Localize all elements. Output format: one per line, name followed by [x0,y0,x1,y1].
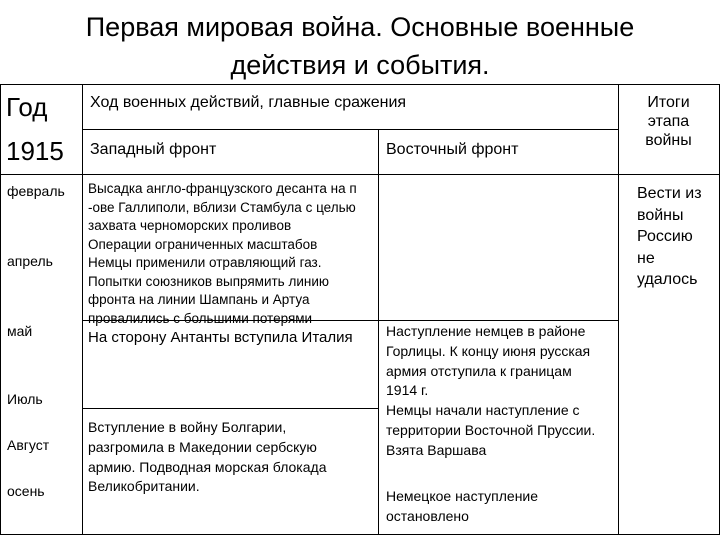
results-line: не [637,249,655,267]
west-event-line: Операции ограниченных масштабов [88,236,318,252]
west-event-line: -ове Галлиполи, вблизи Стамбула с целью [88,199,356,215]
east-front-header: Восточный фронт [386,141,519,158]
table-rule-east-split [378,320,618,321]
west-events-block-2 [88,418,327,497]
results-line: Вести из [637,185,702,202]
west-event-line: Высадка англо-французского десанта на п [88,181,357,196]
east-event-line: 1914 г. [386,382,429,399]
month-label: май [7,323,33,339]
west-event-italy: На сторону Антанты вступила Италия [88,329,353,346]
east-event-line: Немцы начали наступление с [386,402,580,419]
east-events-block-1 [386,322,595,461]
east-event-line: Горлицы. К концу июня русская [386,342,591,359]
west-event-line: фронта на линии Шампань и Артуа [88,292,310,307]
west-event-line: разгромила в Македонии сербскую [88,438,317,455]
title-line-1: Первая мировая война. Основные военные [85,12,635,42]
table-rule-header [0,174,720,175]
table-rule-subheader [82,129,618,130]
title-line-2: действия и события. [230,50,490,80]
results-line: войны [637,206,684,224]
results-header [618,93,719,150]
month-label: Август [7,437,50,453]
east-event-line: территории Восточной Пруссии. [386,421,596,438]
month-label: апрель [7,253,53,269]
table-border-bottom [0,534,720,535]
west-front-header: Западный фронт [90,141,217,158]
table-col-rule-2 [378,129,379,535]
west-event-line: захвата черноморских проливов [88,218,292,233]
east-event-line: Взята Варшава [386,441,487,458]
year-value: 1915 [6,136,64,166]
west-event-line: Попытки союзников выпрямить линию [88,273,329,289]
table-rule-west-autumn [82,408,378,409]
east-event-line: Немецкое наступление [386,488,539,504]
east-event-line: Наступление немцев в районе [386,323,586,339]
month-label: осень [7,483,45,499]
results-text [637,183,702,291]
results-line: удалось [637,271,698,288]
results-header-line: Итоги [647,94,690,111]
results-line: Россию [637,228,693,245]
east-event-line: остановлено [386,507,469,524]
course-header: Ход военных действий, главные сражения [90,94,407,111]
table-col-rule-3 [618,84,619,535]
year-label: Год [6,92,48,122]
results-header-line: войны [645,132,692,149]
west-event-line: Немцы применили отравляющий газ. [88,255,322,270]
table-border-left [0,84,1,535]
table-border-top [0,84,720,85]
west-event-line: провалились с большими потерями [88,310,313,326]
east-events-block-2 [386,487,538,527]
west-event-line: армию. Подводная морская блокада [88,458,327,475]
east-event-line: армия отступила к границам [386,362,572,379]
west-event-line: Великобритании. [88,478,200,495]
west-event-line: Вступление в войну Болгарии, [88,419,287,435]
results-header-line: этапа [647,113,690,130]
month-label: февраль [7,183,65,199]
month-label: Июль [7,391,43,407]
table-col-rule-1 [82,84,83,535]
west-events-block-1 [88,180,357,328]
